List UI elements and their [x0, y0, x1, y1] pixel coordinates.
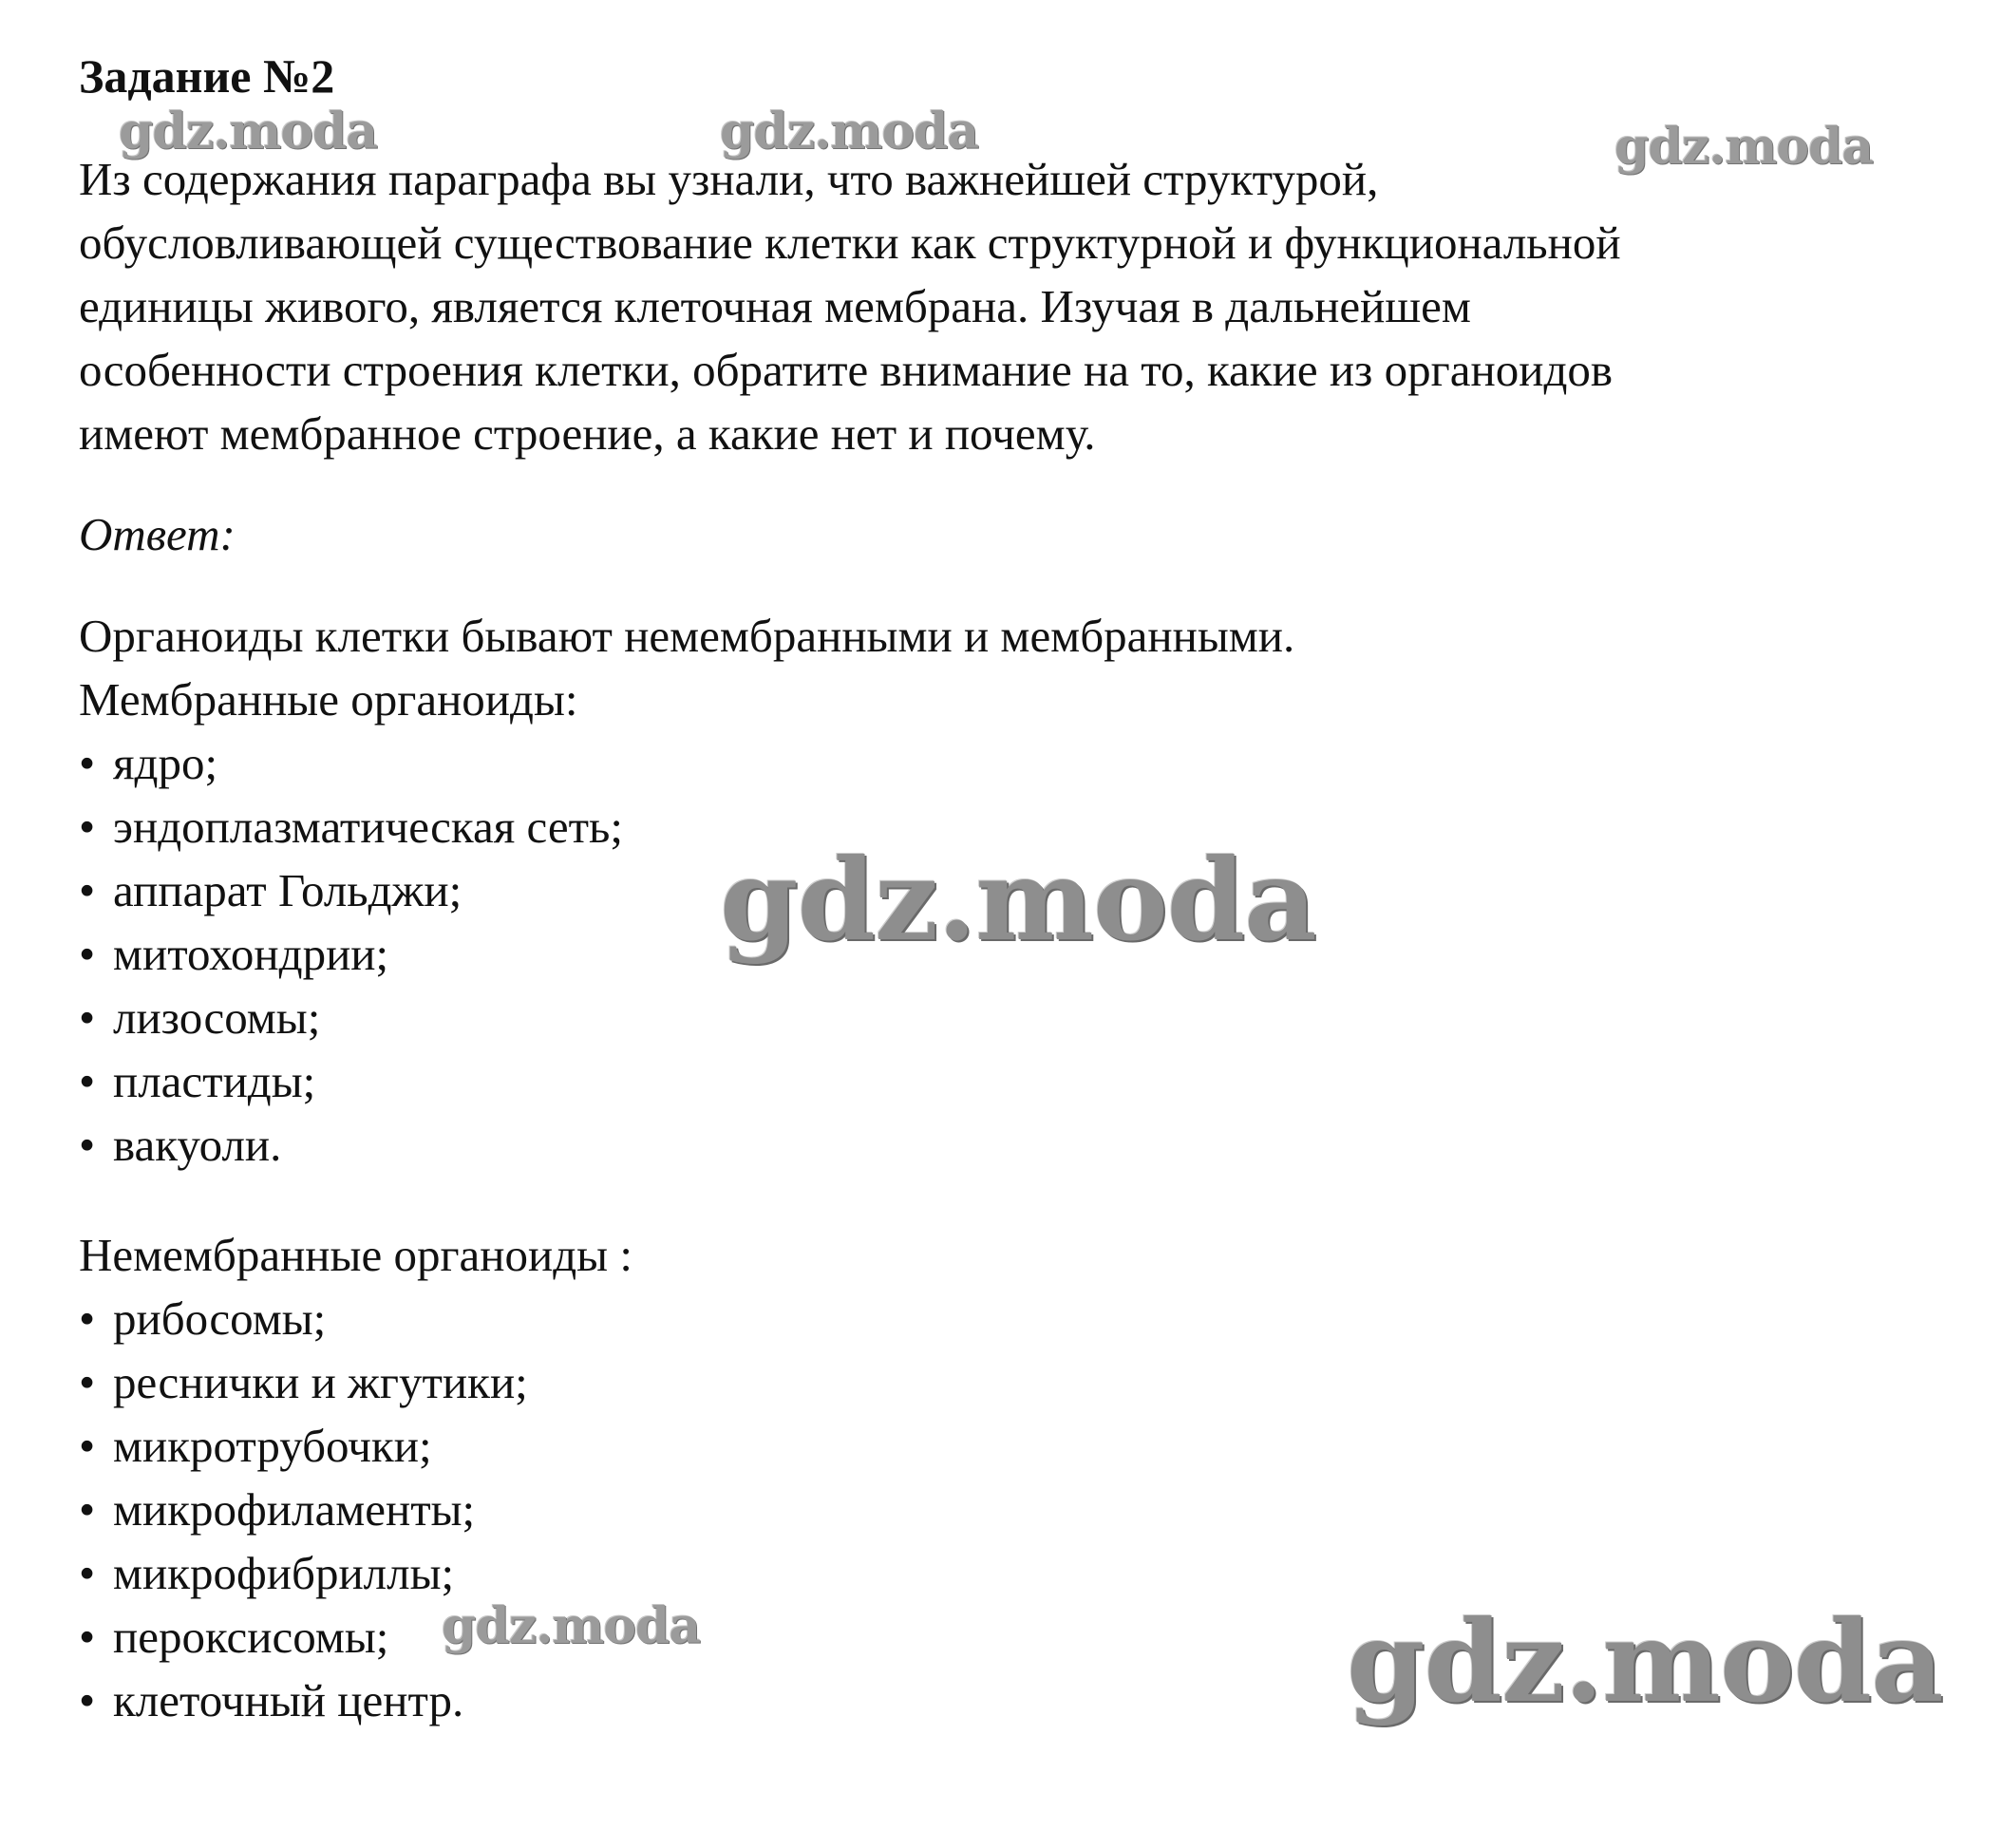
task-line: имеют мембранное строение, а какие нет и почему.: [79, 407, 1096, 460]
list-item-text: микрофибриллы;: [113, 1547, 455, 1599]
non-membrane-organelles-list: [79, 1287, 632, 1732]
answer-intro: Органоиды клетки бывают немембранными и мембранными.: [79, 610, 1295, 662]
list-item-text: митохондрии;: [113, 928, 389, 980]
bullet-icon: •: [79, 1547, 96, 1599]
list-item-text: клеточный центр.: [113, 1674, 464, 1726]
non-membrane-organelles-section: [79, 1223, 632, 1732]
list-item: [79, 1287, 632, 1350]
watermark: gdz.moda: [1614, 118, 1874, 176]
list-item: [79, 1669, 632, 1732]
answer-label: Ответ:: [79, 508, 236, 560]
list-item: [79, 922, 623, 986]
bullet-icon: •: [79, 1483, 96, 1536]
non-membrane-organelles-heading: Немембранные органоиды :: [79, 1229, 632, 1281]
task-line: Из содержания параграфа вы узнали, что важнейшей структурой,: [79, 153, 1379, 205]
watermark: gdz.moda: [1347, 1595, 1943, 1727]
list-item-text: аппарат Гольджи;: [113, 864, 462, 916]
watermark: gdz.moda: [442, 1597, 701, 1655]
list-item-text: вакуоли.: [113, 1119, 282, 1171]
list-item-text: пероксисомы;: [113, 1611, 389, 1663]
list-item-text: эндоплазматическая сеть;: [113, 801, 623, 853]
list-item: [79, 1605, 632, 1669]
bullet-icon: •: [79, 1119, 96, 1171]
list-item: [79, 1541, 632, 1605]
list-item: [79, 986, 623, 1049]
bullet-icon: •: [79, 864, 96, 916]
membrane-organelles-section: [79, 668, 623, 1177]
list-item-text: пластиды;: [113, 1055, 316, 1107]
list-item: [79, 1049, 623, 1113]
watermark: gdz.moda: [720, 834, 1316, 966]
bullet-icon: •: [79, 1055, 96, 1107]
list-item-text: ядро;: [113, 737, 218, 789]
list-item: [79, 731, 623, 795]
task-line: единицы живого, является клеточная мембрана. Изучая в дальнейшем: [79, 280, 1471, 332]
membrane-organelles-heading: Мембранные органоиды:: [79, 673, 578, 726]
list-item-text: лизосомы;: [113, 991, 321, 1044]
bullet-icon: •: [79, 1356, 96, 1408]
bullet-icon: •: [79, 991, 96, 1044]
bullet-icon: •: [79, 928, 96, 980]
bullet-icon: •: [79, 1292, 96, 1345]
bullet-icon: •: [79, 1611, 96, 1663]
task-text: [79, 147, 1969, 465]
bullet-icon: •: [79, 1420, 96, 1472]
list-item-text: реснички и жгутики;: [113, 1356, 528, 1408]
list-item: [79, 1113, 623, 1177]
membrane-organelles-list: [79, 731, 623, 1177]
list-item: [79, 1350, 632, 1414]
list-item: [79, 1414, 632, 1478]
list-item: [79, 858, 623, 922]
task-line: особенности строения клетки, обратите внимание на то, какие из органоидов: [79, 344, 1614, 396]
watermark: gdz.moda: [720, 103, 979, 160]
watermark: gdz.moda: [119, 103, 378, 160]
list-item: [79, 795, 623, 858]
task-title: Задание №2: [79, 49, 335, 103]
bullet-icon: •: [79, 737, 96, 789]
list-item-text: микротрубочки;: [113, 1420, 432, 1472]
bullet-icon: •: [79, 1674, 96, 1726]
list-item-text: рибосомы;: [113, 1292, 327, 1345]
task-line: обусловливающей существование клетки как структурной и функциональной: [79, 217, 1621, 269]
bullet-icon: •: [79, 801, 96, 853]
list-item-text: микрофиламенты;: [113, 1483, 476, 1536]
list-item: [79, 1478, 632, 1541]
